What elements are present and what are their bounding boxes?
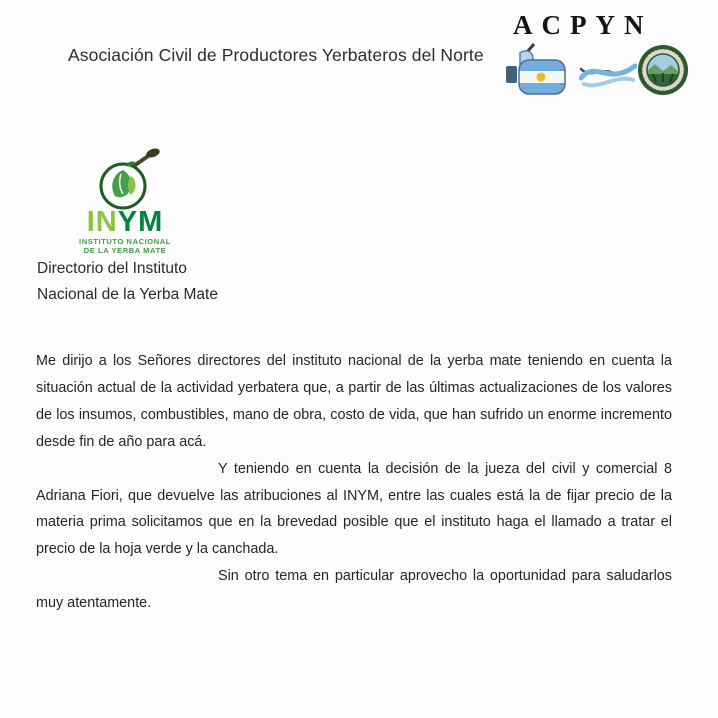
letter-paragraph: Y teniendo en cuenta la decisión de la jueza del civil y comercial 8 Adriana Fiori, que devuelve las atribuciones al INYM, entre las cuales está la de fijar precio de la materia prima solicitamos que en la brevedad posible que el instituto haga el llamado a tratar el precio de la hoja verde y la canchada. [36, 460, 672, 558]
recipient-block [37, 256, 218, 308]
recipient-line2: Nacional de la Yerba Mate [37, 286, 218, 303]
header-icons-row [505, 43, 695, 103]
recipient-line1: Directorio del Instituto [37, 260, 187, 277]
inym-subtitle-line1: INSTITUTO NACIONAL [79, 237, 171, 246]
acpyn-acronym: ACPYN [513, 10, 653, 40]
wavy-flag-ribbon-icon [579, 55, 637, 93]
inym-subtitle [70, 238, 180, 255]
organization-title: Asociación Civil de Productores Yerbateros del Norte [68, 45, 484, 65]
acpyn-logo-block [505, 10, 695, 103]
letter-paragraph: Me dirijo a los Señores directores del instituto nacional de la yerba mate teniendo en cuenta la situación actual de la actividad yerbatera que, a partir de las últimas actualizaciones de los valores de los insumos, combustibles, mano de obra, costo de vida, que han sufrido un enorme incremento desde fin de año para acá. [36, 353, 672, 450]
letter-body [36, 348, 672, 617]
inym-acronym-ym: YM [117, 206, 164, 238]
inym-acronym-in: IN [86, 206, 118, 238]
inym-acronym [70, 208, 180, 236]
inym-subtitle-line2: DE LA YERBA MATE [83, 245, 167, 255]
mate-gourd-icon [75, 148, 175, 210]
letter-paragraph: Sin otro tema en particular aprovecho la oportunidad para saludarlos muy atentamente. [36, 568, 672, 612]
inym-logo-block [70, 148, 180, 255]
round-seal-emblem-icon [636, 41, 690, 99]
thumbs-up-argentina-flag-icon [505, 43, 575, 97]
